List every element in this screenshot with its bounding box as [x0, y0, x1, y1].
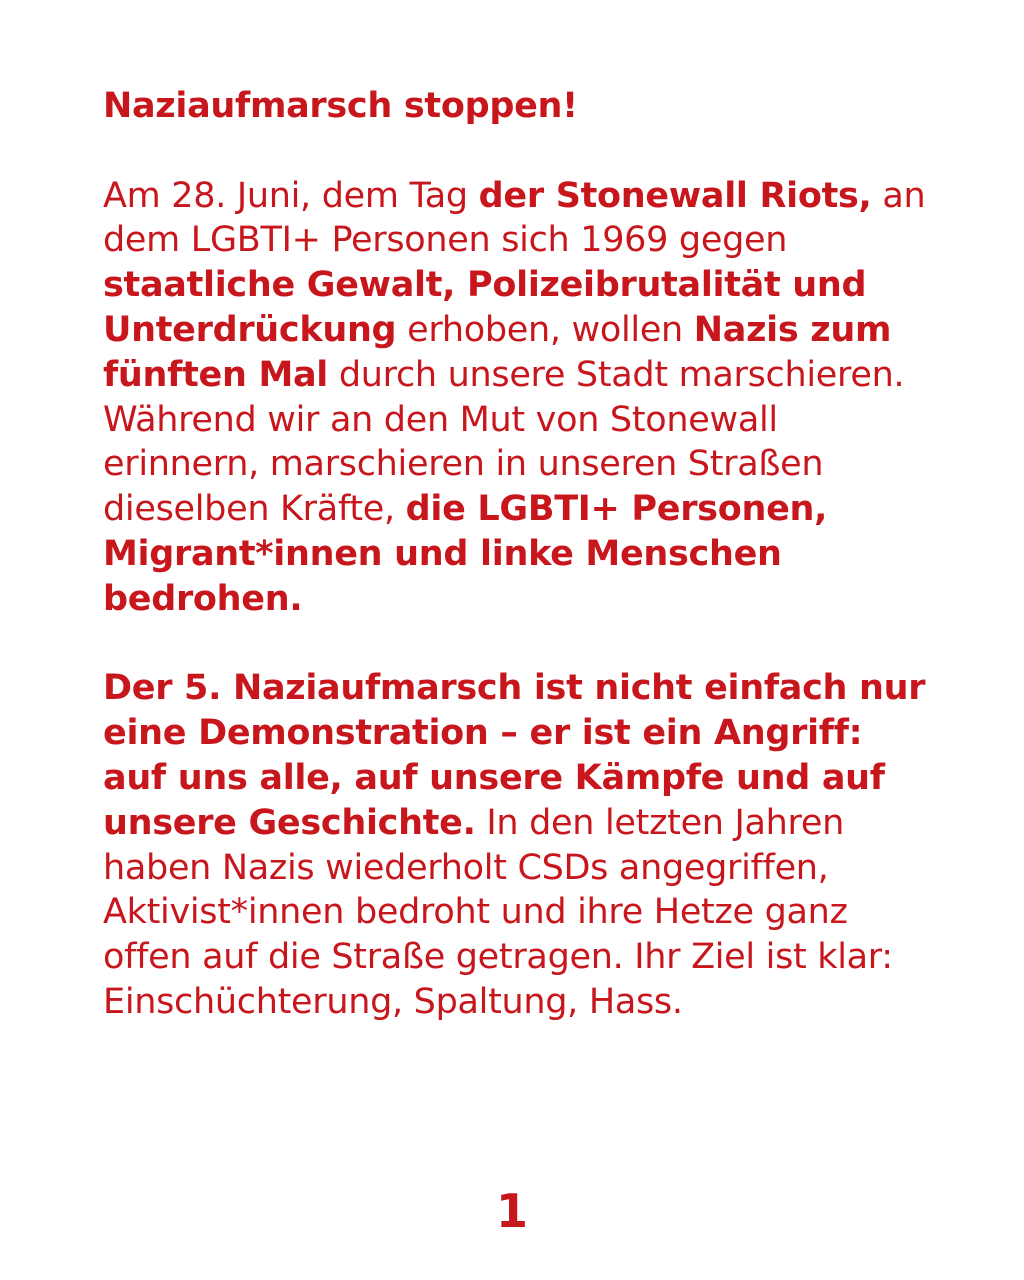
text-span: Am 28. Juni, dem Tag [103, 175, 479, 216]
bold-span-state-violence: staatliche Gewalt, Polizeibrutalität und Unterdrückung [103, 265, 867, 350]
bold-span-threatened-groups: die LGBTI+ Personen, Migrant*innen und linke Menschen bedrohen. [103, 489, 828, 619]
bold-span-attack: Der 5. Naziaufmarsch ist nicht einfach nur eine Demonstration – er ist ein Angriff: auf uns alle, auf unsere Kämpfe und auf unsere Geschichte. [103, 668, 926, 843]
page-heading: Naziaufmarsch stoppen! [103, 86, 578, 126]
paragraph-stonewall [103, 174, 933, 622]
bold-span-stonewall-riots: der Stonewall Riots, [478, 175, 872, 216]
bold-span-nazis-fifth-time: Nazis zum fünften Mal [103, 309, 892, 395]
text-span: an dem LGBTI+ Personen sich 1969 gegen [103, 175, 926, 261]
text-block [103, 84, 933, 1025]
text-span: In den letzten Jahren haben Nazis wiederholt CSDs angegriffen, Aktivist*innen bedroht und ihre Hetze ganz offen auf die Straße getragen. Ihr Ziel ist klar: Einschüchterung, Spaltung, Hass. [103, 802, 893, 1022]
paragraph-attack [103, 666, 933, 1024]
text-span: erhoben, wollen [396, 309, 694, 350]
page-number: 1 [495, 1184, 528, 1238]
text-span: durch unsere Stadt marschieren. Während wir an den Mut von Stonewall erinnern, marschieren in unseren Straßen dieselben Kräfte, [103, 354, 905, 530]
